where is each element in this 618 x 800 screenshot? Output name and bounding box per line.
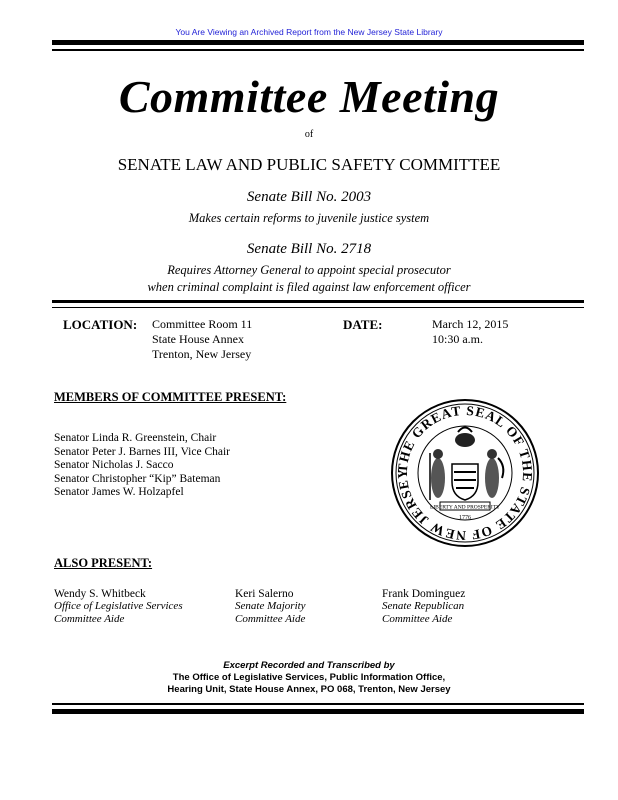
members-list	[54, 432, 230, 500]
bill-description-line: Requires Attorney General to appoint special prosecutor	[167, 263, 451, 277]
member-item: Senator Linda R. Greenstein, Chair	[54, 432, 217, 444]
date-line: March 12, 2015	[432, 317, 509, 331]
also-present-heading: ALSO PRESENT:	[54, 556, 153, 570]
staff-office: Senate Republican	[382, 600, 465, 612]
staff-role: Committee Aide	[54, 613, 125, 625]
member-item: Senator Nicholas J. Sacco	[54, 459, 174, 471]
credit-line: Hearing Unit, State House Annex, PO 068, Trenton, New Jersey	[167, 684, 451, 695]
staff-entry	[54, 588, 183, 626]
bottom-rule-thin	[52, 703, 584, 705]
archive-banner: You Are Viewing an Archived Report from the New Jersey State Library	[175, 27, 443, 37]
top-rule-thin	[52, 49, 584, 51]
document-title: Committee Meeting	[118, 71, 500, 122]
location-line: Committee Room 11	[152, 317, 253, 331]
location-label: LOCATION:	[63, 317, 138, 332]
staff-entry	[235, 588, 306, 626]
staff-role: Committee Aide	[235, 613, 306, 625]
credit-line: The Office of Legislative Services, Public Information Office,	[172, 672, 446, 683]
great-seal-of-new-jersey-icon	[390, 398, 540, 548]
committee-name: SENATE LAW AND PUBLIC SAFETY COMMITTEE	[117, 155, 501, 174]
mid-rule-thin	[52, 307, 584, 308]
bill-description-line: when criminal complaint is filed against law enforcement officer	[147, 280, 471, 294]
bill-description-1	[0, 210, 618, 227]
svg-text:LIBERTY AND PROSPERITY: LIBERTY AND PROSPERITY	[429, 504, 501, 511]
member-item: Senator Peter J. Barnes III, Vice Chair	[54, 445, 231, 458]
date-value	[432, 317, 508, 347]
staff-name: Keri Salerno	[235, 588, 294, 600]
members-heading: MEMBERS OF COMMITTEE PRESENT:	[54, 390, 287, 404]
bottom-rule-thick	[52, 709, 584, 714]
bill-description-line: Makes certain reforms to juvenile justice system	[188, 211, 430, 225]
member-item: Senator Christopher “Kip” Bateman	[54, 472, 221, 485]
bill-description-2	[0, 262, 618, 296]
date-label: DATE:	[343, 317, 383, 332]
svg-text:THE GREAT SEAL OF THE STATE OF: THE GREAT SEAL OF THE STATE OF NEW JERSEY	[394, 402, 536, 544]
staff-office: Office of Legislative Services	[54, 600, 183, 612]
staff-role: Committee Aide	[382, 613, 453, 625]
location-line: State House Annex	[152, 332, 244, 346]
member-item: Senator James W. Holzapfel	[54, 486, 184, 498]
date-line: 10:30 a.m.	[432, 332, 483, 346]
staff-name: Wendy S. Whitbeck	[54, 588, 146, 600]
staff-name: Frank Dominguez	[382, 588, 466, 600]
bill-number-1: Senate Bill No. 2003	[246, 189, 372, 205]
staff-office: Senate Majority	[235, 600, 306, 612]
top-rule-thick	[52, 40, 584, 45]
staff-entry	[382, 588, 465, 626]
location-value	[152, 317, 252, 362]
of-label: of	[304, 129, 314, 140]
bill-number-2: Senate Bill No. 2718	[246, 241, 372, 257]
credit-line: Excerpt Recorded and Transcribed by	[223, 660, 395, 671]
location-line: Trenton, New Jersey	[152, 347, 252, 361]
mid-rule-thick	[52, 300, 584, 303]
transcription-credit	[0, 660, 618, 696]
svg-text:1776: 1776	[459, 515, 471, 521]
